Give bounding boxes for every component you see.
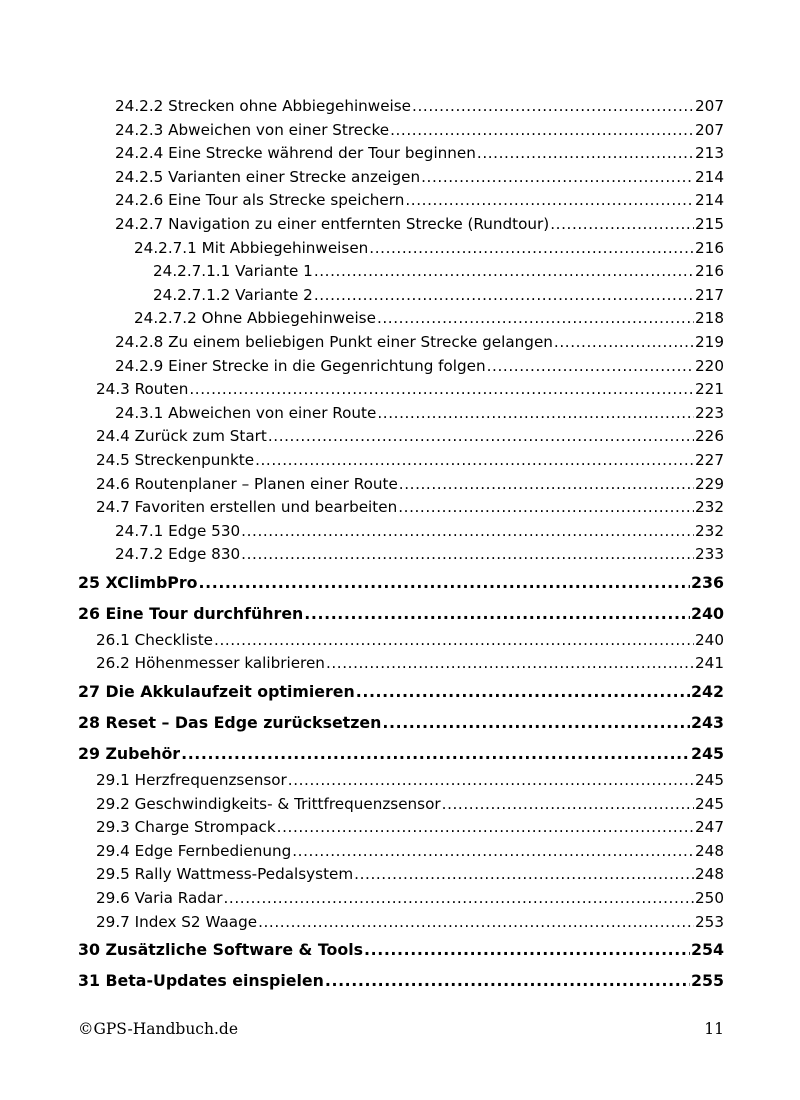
toc-entry-title: 24.2.3 Abweichen von einer Strecke <box>115 120 390 139</box>
toc-dot-leader <box>314 284 694 308</box>
toc-entry-page: 240 <box>695 630 724 649</box>
toc-dot-leader <box>199 567 691 598</box>
toc-entry-title: 29.5 Rally Wattmess-Pedalsystem <box>96 865 354 884</box>
toc-entry-page: 242 <box>691 682 724 702</box>
toc-dot-leader <box>477 142 694 166</box>
toc-dot-leader <box>325 965 690 996</box>
toc-entry-page: 247 <box>695 818 724 837</box>
toc-chapter-entry[interactable] <box>0 934 800 965</box>
toc-entry-page: 233 <box>695 545 724 564</box>
toc-entry[interactable] <box>0 863 800 887</box>
toc-entry-page: 255 <box>691 971 724 991</box>
toc-dot-leader <box>277 816 694 840</box>
toc-entry-title: 24.2.8 Zu einem beliebigen Punkt einer Strecke gelangen <box>115 332 553 351</box>
toc-entry-page: 245 <box>695 771 724 790</box>
toc-entry[interactable] <box>0 629 800 653</box>
toc-entry-page: 248 <box>695 865 724 884</box>
toc-entry[interactable] <box>0 355 800 379</box>
toc-chapter-entry[interactable] <box>0 598 800 629</box>
toc-entry-page: 232 <box>695 498 724 517</box>
toc-entry-page: 214 <box>695 191 724 210</box>
toc-entry-title: 29.3 Charge Strompack <box>96 818 276 837</box>
toc-entry-title: 24.2.5 Varianten einer Strecke anzeigen <box>115 167 421 186</box>
toc-entry-title: 29.1 Herzfrequenzsensor <box>96 771 287 790</box>
toc-entry[interactable] <box>0 887 800 911</box>
toc-entry-page: 221 <box>695 380 724 399</box>
toc-chapter-entry[interactable] <box>0 965 800 996</box>
footer-copyright: ©GPS-Handbuch.de <box>78 1020 238 1038</box>
toc-dot-leader <box>377 307 694 331</box>
toc-entry-title: 28 Reset – Das Edge zurücksetzen <box>78 713 382 733</box>
toc-entry[interactable] <box>0 189 800 213</box>
toc-entry-title: 29.2 Geschwindigkeits- & Trittfrequenzsensor <box>96 794 441 813</box>
toc-entry[interactable] <box>0 166 800 190</box>
toc-dot-leader <box>399 473 694 497</box>
toc-dot-leader <box>241 520 694 544</box>
toc-entry-page: 207 <box>695 120 724 139</box>
toc-entry-title: 24.2.6 Eine Tour als Strecke speichern <box>115 191 405 210</box>
toc-dot-leader <box>369 237 694 261</box>
toc-entry-page: 232 <box>695 521 724 540</box>
toc-entry[interactable] <box>0 473 800 497</box>
toc-entry-page: 217 <box>695 285 724 304</box>
toc-entry[interactable] <box>0 496 800 520</box>
toc-entry[interactable] <box>0 425 800 449</box>
toc-entry[interactable] <box>0 769 800 793</box>
toc-entry-page: 243 <box>691 713 724 733</box>
toc-dot-leader <box>268 425 694 449</box>
toc-entry-page: 253 <box>695 912 724 931</box>
toc-entry-page: 207 <box>695 97 724 115</box>
toc-dot-leader <box>258 911 694 935</box>
toc-entry-page: 250 <box>695 889 724 908</box>
toc-entry-page: 226 <box>695 427 724 446</box>
toc-dot-leader <box>382 707 690 738</box>
toc-entry-title: 24.7.2 Edge 830 <box>115 545 241 564</box>
toc-entry-title: 24.7 Favoriten erstellen und bearbeiten <box>96 498 398 517</box>
toc-entry[interactable] <box>0 520 800 544</box>
toc-dot-leader <box>214 629 694 653</box>
toc-entry-title: 24.2.7 Navigation zu einer entfernten Strecke (Rundtour) <box>115 214 550 233</box>
toc-entry-title: 24.2.9 Einer Strecke in die Gegenrichtung folgen <box>115 356 486 375</box>
toc-dot-leader <box>405 189 694 213</box>
toc-entry-page: 245 <box>691 744 724 764</box>
toc-dot-leader <box>554 331 694 355</box>
toc-entry-title: 24.2.7.1 Mit Abbiegehinweisen <box>134 238 369 257</box>
toc-entry-title: 24.5 Streckenpunkte <box>96 450 255 469</box>
toc-entry-page: 214 <box>695 167 724 186</box>
toc-entry[interactable] <box>0 652 800 676</box>
toc-dot-leader <box>354 863 694 887</box>
toc-dot-leader <box>326 652 694 676</box>
toc-entry[interactable] <box>0 95 800 119</box>
toc-entry-page: 216 <box>695 262 724 281</box>
toc-chapter-entry[interactable] <box>0 676 800 707</box>
toc-entry-title: 30 Zusätzliche Software & Tools <box>78 940 364 960</box>
toc-chapter-entry[interactable] <box>0 567 800 598</box>
toc-dot-leader <box>377 402 694 426</box>
toc-dot-leader <box>487 355 694 379</box>
toc-entry-page: 240 <box>691 603 724 623</box>
toc-entry-title: 24.2.4 Eine Strecke während der Tour beginnen <box>115 144 476 163</box>
toc-entry[interactable] <box>0 284 800 308</box>
toc-entry-page: 229 <box>695 474 724 493</box>
toc-entry-title: 24.2.7.2 Ohne Abbiegehinweise <box>134 309 376 328</box>
toc-entry-title: 25 XClimbPro <box>78 572 198 592</box>
toc-entry[interactable] <box>0 543 800 567</box>
toc-entry-page: 215 <box>695 214 724 233</box>
toc-entry-title: 24.7.1 Edge 530 <box>115 521 241 540</box>
toc-entry-page: 216 <box>695 238 724 257</box>
toc-entry[interactable] <box>0 119 800 143</box>
toc-dot-leader <box>412 95 694 119</box>
toc-entry[interactable] <box>0 260 800 284</box>
toc-entry-title: 26 Eine Tour durchführen <box>78 603 304 623</box>
toc-dot-leader <box>255 449 694 473</box>
toc-entry[interactable] <box>0 213 800 237</box>
toc-dot-leader <box>292 840 694 864</box>
toc-dot-leader <box>390 119 694 143</box>
toc-entry[interactable] <box>0 378 800 402</box>
toc-dot-leader <box>223 887 694 911</box>
toc-entry[interactable] <box>0 237 800 261</box>
toc-entry-page: 236 <box>691 572 724 592</box>
toc-entry-title: 29 Zubehör <box>78 744 181 764</box>
toc-entry-page: 241 <box>695 654 724 673</box>
toc-dot-leader <box>304 598 690 629</box>
toc-entry-page: 227 <box>695 450 724 469</box>
toc-dot-leader <box>181 738 690 769</box>
toc-entry-title: 29.6 Varia Radar <box>96 889 223 908</box>
toc-entry-title: 24.2.7.1.1 Variante 1 <box>153 262 313 281</box>
toc-dot-leader <box>241 543 694 567</box>
table-of-contents <box>0 95 800 996</box>
toc-entry-title: 24.3.1 Abweichen von einer Route <box>115 403 377 422</box>
toc-entry[interactable] <box>0 307 800 331</box>
toc-entry-title: 24.2.2 Strecken ohne Abbiegehinweise <box>115 97 412 115</box>
toc-chapter-entry[interactable] <box>0 707 800 738</box>
toc-dot-leader <box>364 934 690 965</box>
toc-entry[interactable] <box>0 142 800 166</box>
toc-dot-leader <box>356 676 690 707</box>
toc-entry-page: 248 <box>695 841 724 860</box>
toc-entry[interactable] <box>0 911 800 935</box>
toc-entry[interactable] <box>0 449 800 473</box>
toc-dot-leader <box>442 793 694 817</box>
toc-dot-leader <box>288 769 694 793</box>
toc-entry-page: 213 <box>695 144 724 163</box>
toc-entry-page: 223 <box>695 403 724 422</box>
toc-entry-title: 24.4 Zurück zum Start <box>96 427 267 446</box>
toc-entry[interactable] <box>0 793 800 817</box>
toc-dot-leader <box>398 496 694 520</box>
toc-chapter-entry[interactable] <box>0 738 800 769</box>
toc-entry-page: 219 <box>695 332 724 351</box>
toc-entry-title: 26.2 Höhenmesser kalibrieren <box>96 654 325 673</box>
toc-dot-leader <box>189 378 694 402</box>
toc-entry-title: 27 Die Akkulaufzeit optimieren <box>78 682 355 702</box>
toc-dot-leader <box>421 166 694 190</box>
toc-entry-page: 220 <box>695 356 724 375</box>
toc-entry-page: 254 <box>691 940 724 960</box>
toc-entry-page: 218 <box>695 309 724 328</box>
toc-dot-leader <box>550 213 694 237</box>
toc-entry-title: 24.2.7.1.2 Variante 2 <box>153 285 313 304</box>
toc-entry-title: 24.3 Routen <box>96 380 189 399</box>
toc-entry-title: 31 Beta-Updates einspielen <box>78 971 324 991</box>
toc-entry-title: 26.1 Checkliste <box>96 630 214 649</box>
toc-entry[interactable] <box>0 816 800 840</box>
toc-entry-page: 245 <box>695 794 724 813</box>
toc-entry[interactable] <box>0 331 800 355</box>
footer-page-number: 11 <box>704 1020 724 1038</box>
toc-entry[interactable] <box>0 402 800 426</box>
toc-dot-leader <box>314 260 694 284</box>
toc-entry-title: 24.6 Routenplaner – Planen einer Route <box>96 474 398 493</box>
toc-entry[interactable] <box>0 840 800 864</box>
toc-entry-title: 29.7 Index S2 Waage <box>96 912 258 931</box>
toc-entry-title: 29.4 Edge Fernbedienung <box>96 841 292 860</box>
